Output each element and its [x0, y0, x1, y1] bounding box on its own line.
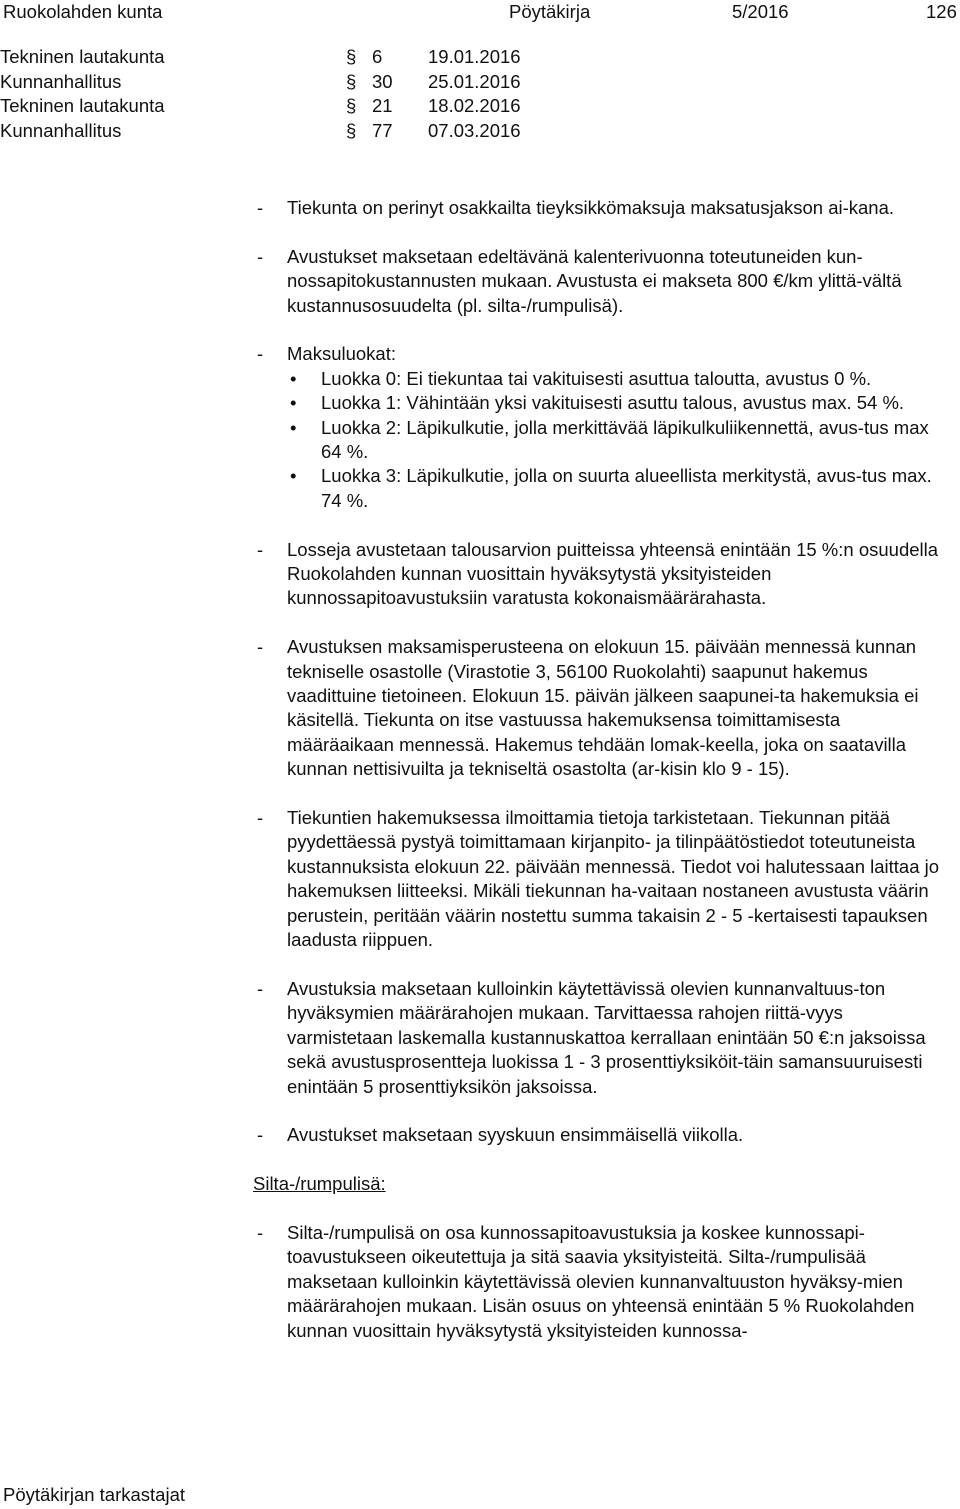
reference-row: [0, 71, 700, 96]
category-list: [287, 367, 942, 513]
list-dash: -: [257, 1124, 264, 1146]
bullet-icon: •: [290, 465, 297, 487]
list-item: [0, 196, 942, 220]
list-item-text: Avustukset maksetaan edeltävänä kalenterivuonna toteutuneiden kun-nossapitokustannusten mukaan. Avustusta ei makseta 800 €/km ylittä-vältä kustannusosuudelta (pl. silta-/rumpulisä).: [287, 245, 902, 316]
meeting-references: [0, 46, 700, 144]
page-number: 126: [926, 1, 957, 22]
reference-number: 30: [372, 70, 393, 92]
reference-date: 07.03.2016: [428, 119, 521, 141]
list-item-text: Tiekuntien hakemuksessa ilmoittamia tietoja tarkistetaan. Tiekunnan pitää pyydettäessä pystyä toimittamaan kirjanpito- ja tilinpäätöstiedot toteutuneista kustannuksista elokuun 22. päivään mennessä. Tiedot voi halutessaan laittaa jo hakemuksen liitteeksi. Mikäli tiekunnan ha-vaitaan nostaneen avustusta väärin perustein, peritään väärin nostettu summa takaisin 2 - 5 -kertaisesti tapauksen laadusta riippuen.: [287, 807, 940, 951]
list-item: [0, 1123, 942, 1147]
issue-number: 5/2016: [732, 1, 789, 22]
bullet-icon: •: [290, 367, 297, 389]
category-item: [287, 464, 942, 513]
reference-body: Tekninen lautakunta: [0, 95, 165, 116]
section-sign: §: [346, 46, 357, 67]
section-sign: §: [346, 70, 357, 92]
list-item-maksuluokat: [0, 342, 942, 513]
document-body: [0, 196, 960, 1343]
list-dash: -: [257, 807, 264, 829]
list-item-text: Silta-/rumpulisä on osa kunnossapitoavustuksia ja koskee kunnossapi-toavustukseen oikeutettuja ja sitä saavia yksityisteitä. Silta-/rumpulisää maksetaan kulloinkin käytettävissä olevien kunnanvaltuuston hyväksy-mien määrärahojen mukaan. Lisän osuus on yhteensä enintään 5 % Ruokolahden kunnan vuosittain hyväksytystä yksityisteiden kunnossa-: [287, 1221, 915, 1341]
category-text: Luokka 2: Läpikulkutie, jolla merkittävää läpikulkuliikennettä, avus-tus max 64 %.: [321, 416, 929, 463]
category-text: Luokka 1: Vähintään yksi vakituisesti asuttu talous, avustus max. 54 %.: [321, 392, 905, 414]
list-item: [0, 1221, 942, 1343]
list-dash: -: [257, 343, 264, 365]
list-item: [0, 245, 942, 318]
reference-date: 25.01.2016: [428, 70, 521, 92]
category-text: Luokka 3: Läpikulkutie, jolla on suurta alueellista merkitystä, avus-tus max. 74 %.: [321, 465, 932, 511]
list-item: [0, 635, 942, 781]
list-item: [0, 806, 942, 952]
list-item-text: Tiekunta on perinyt osakkailta tieyksikkömaksuja maksatusjakson ai-kana.: [287, 197, 895, 218]
bullet-icon: •: [290, 416, 297, 438]
document-type: Pöytäkirja: [509, 1, 591, 22]
list-dash: -: [257, 538, 264, 560]
reference-body: Kunnanhallitus: [0, 119, 122, 141]
list-dash: -: [257, 977, 264, 999]
list-dash: -: [257, 245, 264, 267]
list-item-text: Maksuluokat:: [287, 343, 396, 365]
reference-row: [0, 46, 700, 71]
list-item-text: Avustuksen maksamisperusteena on elokuun 15. päivään mennessä kunnan tekniselle osastolle (Virastotie 3, 56100 Ruokolahti) saapunut hakemus vaadittuine tietoineen. Elokuun 15. päivän jälkeen saapunei-ta hakemuksia ei käsitellä. Tiekunta on itse vastuussa hakemuksensa toimittamisesta määräaikaan mennessä. Hakemus tehdään lomak-keella, joka on saatavilla kunnan nettisivuilta ja tekniseltä osastolta (ar-kisin klo 9 - 15).: [287, 636, 919, 780]
list-item-text: Avustukset maksetaan syyskuun ensimmäisellä viikolla.: [287, 1124, 744, 1146]
list-item-text: Losseja avustetaan talousarvion puitteissa yhteensä enintään 15 %:n osuudella Ruokolahden kunnan vuosittain hyväksytystä yksityisteiden kunnossapitoavustuksiin varatusta kokonaismäärärahasta.: [287, 538, 939, 609]
page-header: [0, 0, 960, 24]
footer-label: Pöytäkirjan tarkastajat: [3, 1484, 186, 1505]
bullet-icon: •: [290, 392, 297, 414]
organization-name: Ruokolahden kunta: [3, 1, 163, 22]
reference-date: 18.02.2016: [428, 95, 521, 116]
reference-date: 19.01.2016: [428, 46, 521, 67]
category-text: Luokka 0: Ei tiekuntaa tai vakituisesti asuttua taloutta, avustus 0 %.: [321, 367, 872, 389]
section-sign: §: [346, 95, 357, 116]
category-item: [287, 367, 942, 391]
list-dash: -: [257, 1221, 264, 1243]
list-dash: -: [257, 197, 264, 218]
list-item: [0, 977, 942, 1099]
category-item: [287, 391, 942, 415]
category-item: [287, 416, 942, 465]
reference-row: [0, 95, 700, 120]
list-dash: -: [257, 636, 264, 658]
reference-body: Tekninen lautakunta: [0, 46, 165, 67]
reference-number: 77: [372, 119, 393, 141]
list-item: [0, 538, 942, 611]
list-item-text: Avustuksia maksetaan kulloinkin käytettävissä olevien kunnanvaltuus-ton hyväksymien määrärahojen mukaan. Tarvittaessa rahojen riittä-vyys varmistetaan laskemalla kustannuskattoa kerrallaan enintään 50 €:n jaksoissa sekä avustusprosentteja luokissa 1 - 3 prosenttiyksiköit-täin samansuuruisesti enintään 5 prosenttiyksikön jaksoissa.: [287, 977, 926, 1097]
section-heading-silta: Silta-/rumpulisä:: [253, 1173, 386, 1195]
reference-number: 21: [372, 95, 393, 116]
reference-number: 6: [372, 46, 383, 67]
reference-row: [0, 120, 700, 145]
reference-body: Kunnanhallitus: [0, 70, 122, 92]
section-sign: §: [346, 119, 357, 141]
